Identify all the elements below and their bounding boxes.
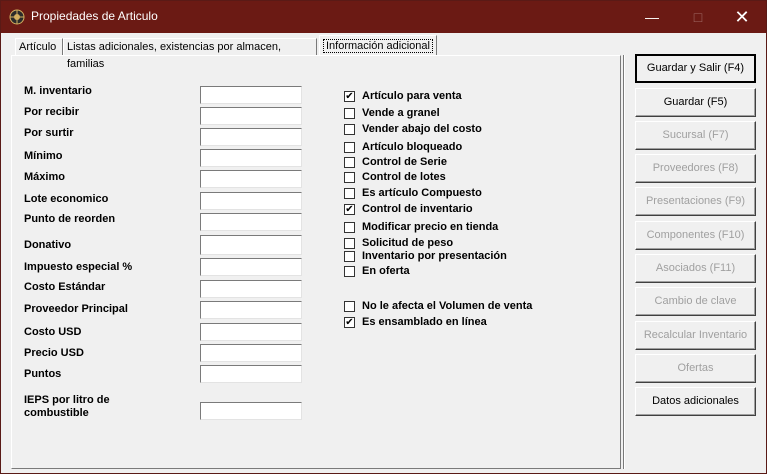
checkbox-label: Vende a granel	[362, 107, 440, 119]
componentes-button[interactable]: Componentes (F10)	[635, 221, 756, 250]
puntos-input[interactable]	[200, 365, 302, 383]
checkbox-box[interactable]	[344, 238, 355, 249]
proveedores-button[interactable]: Proveedores (F8)	[635, 154, 756, 183]
checkbox-label: Control de Serie	[362, 156, 447, 168]
tab-label: Listas adicionales, existencias por almacen, familias	[67, 41, 282, 70]
m-inventario-input[interactable]	[200, 86, 302, 104]
recalcular-inventario-button[interactable]: Recalcular Inventario	[635, 321, 756, 350]
maximo-input[interactable]	[200, 170, 302, 188]
field-label-proveedor-principal: Proveedor Principal	[24, 303, 128, 315]
field-label-ieps: IEPS por litro de combustible	[24, 394, 110, 419]
checkbox-es-ensamblado-en-linea[interactable]	[344, 316, 487, 328]
checkbox-label: Inventario por presentación	[362, 250, 507, 262]
checkbox-box[interactable]	[344, 124, 355, 135]
checkbox-label: Es artículo Compuesto	[362, 187, 482, 199]
tab-listas-adicionales[interactable]	[63, 38, 317, 70]
checkbox-solicitud-de-peso[interactable]	[344, 237, 453, 249]
checkbox-box[interactable]	[344, 266, 355, 277]
checkbox-inventario-por-presentacion[interactable]	[344, 250, 507, 262]
checkbox-box[interactable]	[344, 301, 355, 312]
tab-label: Información adicional	[323, 39, 433, 53]
field-label-donativo: Donativo	[24, 239, 72, 251]
column-separator	[623, 55, 625, 469]
checkbox-articulo-para-venta[interactable]	[344, 90, 462, 102]
checkbox-box[interactable]	[344, 172, 355, 183]
checkbox-box[interactable]	[344, 222, 355, 233]
tab-label: Artículo	[19, 41, 57, 53]
checkbox-label: Es ensamblado en línea	[362, 316, 487, 328]
checkbox-box[interactable]	[344, 251, 355, 262]
close-icon[interactable]: ✕	[734, 7, 750, 27]
guardar-y-salir-button[interactable]: Guardar y Salir (F4)	[635, 54, 756, 83]
field-label-costo-usd: Costo USD	[24, 326, 82, 338]
sucursal-button[interactable]: Sucursal (F7)	[635, 121, 756, 150]
impuesto-especial-input[interactable]	[200, 258, 302, 276]
checkbox-control-de-inventario[interactable]	[344, 203, 473, 215]
minimize-icon[interactable]: —	[645, 9, 659, 25]
checkbox-box[interactable]	[344, 108, 355, 119]
lote-economico-input[interactable]	[200, 192, 302, 210]
window-title: Propiedades de Articulo	[31, 9, 158, 23]
checkbox-no-afecta-volumen-venta[interactable]	[344, 300, 532, 312]
tab-articulo[interactable]	[15, 38, 63, 55]
punto-de-reorden-input[interactable]	[200, 213, 302, 231]
field-label-m-inventario: M. inventario	[24, 85, 92, 97]
checkbox-label: Solicitud de peso	[362, 237, 454, 249]
costo-estandar-input[interactable]	[200, 280, 302, 298]
guardar-button[interactable]: Guardar (F5)	[635, 88, 756, 117]
checkbox-modificar-precio-en-tienda[interactable]	[344, 221, 498, 233]
title-bar[interactable]	[1, 1, 766, 33]
presentaciones-button[interactable]: Presentaciones (F9)	[635, 187, 756, 216]
ofertas-button[interactable]: Ofertas	[635, 354, 756, 383]
por-recibir-input[interactable]	[200, 107, 302, 125]
field-label-minimo: Mínimo	[24, 150, 63, 162]
por-surtir-input[interactable]	[200, 128, 302, 146]
checkbox-box[interactable]: ✔	[345, 90, 354, 102]
checkbox-es-articulo-compuesto[interactable]	[344, 187, 482, 199]
checkbox-label: Vender abajo del costo	[362, 123, 482, 135]
checkbox-box[interactable]	[344, 188, 355, 199]
field-label-puntos: Puntos	[24, 368, 62, 380]
checkbox-control-de-lotes[interactable]	[344, 171, 446, 183]
field-label-lote-economico: Lote economico	[24, 193, 109, 205]
checkbox-box[interactable]	[344, 157, 355, 168]
field-label-por-surtir: Por surtir	[24, 127, 74, 139]
maximize-icon[interactable]: □	[693, 9, 703, 25]
checkbox-control-de-serie[interactable]	[344, 156, 447, 168]
checkbox-box[interactable]: ✔	[345, 316, 354, 328]
checkbox-box[interactable]	[344, 142, 355, 153]
checkbox-vende-a-granel[interactable]	[344, 107, 440, 119]
checkbox-label: Artículo bloqueado	[362, 141, 463, 153]
costo-usd-input[interactable]	[200, 323, 302, 341]
checkbox-en-oferta[interactable]	[344, 265, 410, 277]
field-label-punto-de-reorden: Punto de reorden	[24, 213, 116, 225]
checkbox-label: Modificar precio en tienda	[362, 221, 499, 233]
proveedor-principal-input[interactable]	[200, 301, 302, 319]
checkbox-label: En oferta	[362, 265, 410, 277]
checkbox-label: No le afecta el Volumen de venta	[362, 300, 533, 312]
ieps-input[interactable]	[200, 402, 302, 420]
checkbox-vender-abajo-del-costo[interactable]	[344, 123, 482, 135]
checkbox-label: Control de inventario	[362, 203, 473, 215]
field-label-precio-usd: Precio USD	[24, 347, 84, 359]
checkbox-articulo-bloqueado[interactable]	[344, 141, 462, 153]
cambio-de-clave-button[interactable]: Cambio de clave	[635, 287, 756, 316]
tab-informacion-adicional[interactable]	[319, 35, 437, 55]
asociados-button[interactable]: Asociados (F11)	[635, 254, 756, 283]
checkbox-label: Artículo para venta	[362, 90, 462, 102]
donativo-input[interactable]	[200, 235, 302, 255]
field-label-costo-estandar: Costo Estándar	[24, 281, 106, 293]
datos-adicionales-button[interactable]: Datos adicionales	[635, 387, 756, 416]
checkbox-label: Control de lotes	[362, 171, 446, 183]
field-label-maximo: Máximo	[24, 171, 65, 183]
checkbox-box[interactable]: ✔	[345, 203, 354, 215]
precio-usd-input[interactable]	[200, 344, 302, 362]
field-label-impuesto-especial: Impuesto especial %	[24, 261, 133, 273]
minimo-input[interactable]	[200, 149, 302, 167]
tab-strip	[1, 33, 621, 70]
field-label-por-recibir: Por recibir	[24, 106, 80, 118]
app-icon	[9, 9, 25, 25]
